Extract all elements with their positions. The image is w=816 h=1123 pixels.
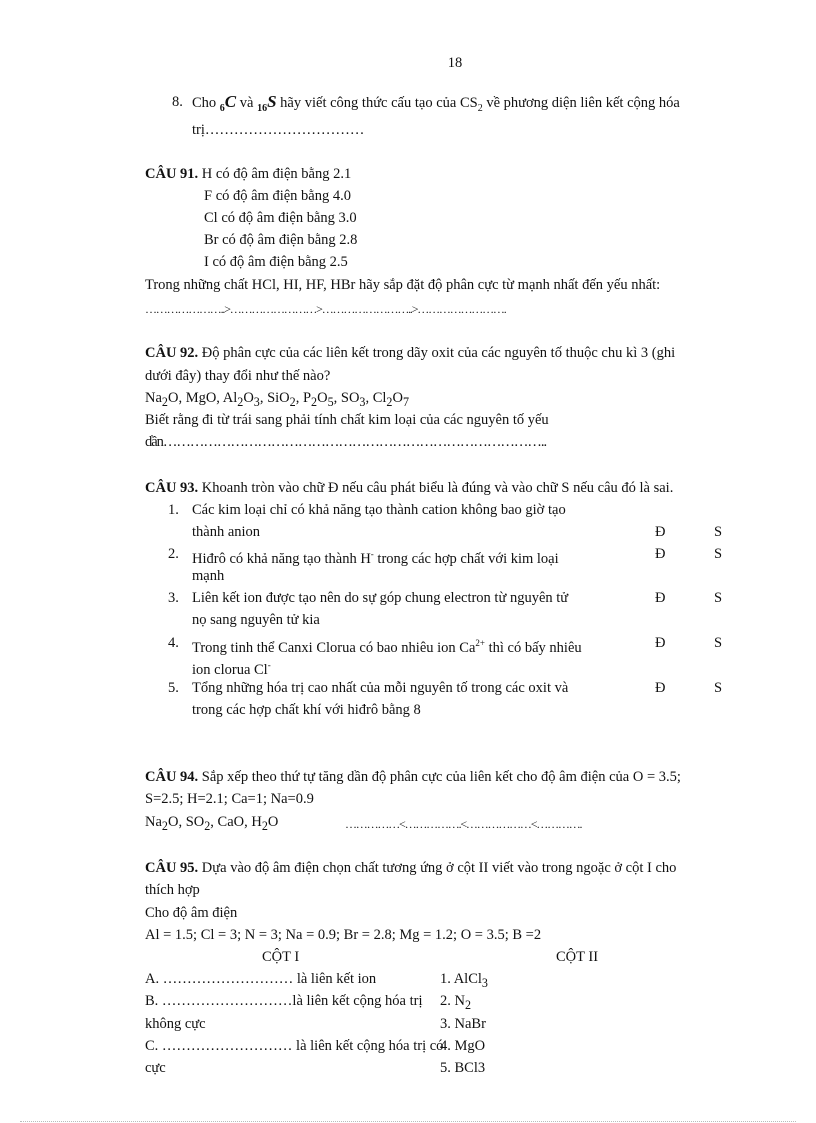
true-choice[interactable]: Đ (655, 524, 666, 540)
page-bottom-border (20, 1121, 796, 1122)
q93-item-text: Trong tinh thể Canxi Clorua có bao nhiêu ion $Ca^{2+}$ thì có bấy nhiêu (192, 638, 582, 656)
q93-item-text: Tổng những hóa trị cao nhất của mỗi nguyên tố trong các oxit và (192, 680, 569, 696)
q93-item-text: nọ sang nguyên tử kia (192, 612, 320, 628)
q91-line5: I có độ âm điện bằng 2.5 (204, 254, 348, 270)
column-1-row: không cực (145, 1016, 206, 1032)
q93-item-number: 1. (168, 502, 179, 518)
q94-line1: CÂU 94. Sắp xếp theo thứ tự tăng dần độ phân cực của liên kết cho độ âm điện của O = 3.5; (145, 769, 681, 785)
q93-instruction: CÂU 93. Khoanh tròn vào chữ Đ nếu câu phát biểu là đúng và vào chữ S nếu câu đó là sai. (145, 480, 674, 496)
column-1-row: cực (145, 1060, 166, 1076)
q91-prompt: Trong những chất HCl, HI, HF, HBr hãy sắp đặt độ phân cực từ mạnh nhất đến yếu nhất: (145, 277, 661, 293)
q93-item-number: 5. (168, 680, 179, 696)
q91-answer-blank: …………………..>……………………>……………………..>……………………. (145, 302, 506, 316)
column-2-row: 5. BCl3 (440, 1060, 486, 1076)
column-1-row: B. ………………………là liên kết cộng hóa trị (145, 993, 423, 1009)
column-2-row: 2. $N_2$ (440, 993, 472, 1012)
q94-line2: S=2.5; H=2.1; Ca=1; Na=0.9 (145, 791, 314, 807)
column-2-header: CỘT II (556, 949, 599, 965)
false-choice[interactable]: S (714, 680, 723, 696)
q94-formula: $Na_2O$, $SO_2$, CaO, $H_2O$ (145, 814, 279, 833)
q93-item-text: trong các hợp chất khí với hiđrô bằng 8 (192, 702, 421, 718)
q93-item-number: 2. (168, 546, 179, 562)
q91-line2: F có độ âm điện bằng 4.0 (204, 188, 351, 204)
true-choice[interactable]: Đ (655, 680, 666, 696)
item-8-number: 8. (172, 94, 183, 110)
q91-line4: Br có độ âm điện bằng 2.8 (204, 232, 358, 248)
q95-line3: Cho độ âm điện (145, 905, 238, 921)
q95-line1: CÂU 95. Dựa vào độ âm điện chọn chất tương ứng ở cột II viết vào trong ngoặc ở cột I cho (145, 860, 677, 876)
q92-line4: dần………………………………………………………………………….. (145, 434, 547, 450)
q93-item-text: ion clorua Cl- (192, 660, 271, 678)
q91-line3: Cl có độ âm điện bằng 3.0 (204, 210, 357, 226)
q93-item-text: Hiđrô có khả năng tạo thành H- trong các hợp chất với kim loại (192, 549, 559, 567)
q93-item-number: 4. (168, 635, 179, 651)
false-choice[interactable]: S (714, 590, 723, 606)
q93-item-text: mạnh (192, 568, 225, 584)
page-number: 18 (447, 55, 463, 71)
q92-formula: $Na_2O$, MgO, $Al_2O_3$, SiO$_2$, $P_2O_5$, $SO_3$, $Cl_2O_7$ (145, 390, 409, 409)
false-choice[interactable]: S (714, 546, 723, 562)
q93-item-text: Các kim loại chỉ có khả năng tạo thành cation không bao giờ tạo (192, 502, 566, 518)
q92-line1: CÂU 92. Độ phân cực của các liên kết trong dãy oxit của các nguyên tố thuộc chu kì 3 (ghi (145, 345, 676, 361)
column-1-row: A. ……………………… là liên kết ion (145, 971, 377, 987)
q93-item-text: thành anion (192, 524, 261, 540)
true-choice[interactable]: Đ (655, 635, 666, 651)
q94-answer-blank: ……………<…………….<………………<…………. (345, 817, 582, 831)
false-choice[interactable]: S (714, 524, 723, 540)
column-2-row: 3. NaBr (440, 1016, 486, 1032)
item-8-line2: trị…………………………… (192, 122, 365, 138)
q92-line2: dưới đây) thay đổi như thế nào? (145, 368, 331, 384)
false-choice[interactable]: S (714, 635, 723, 651)
q92-line3: Biết rằng đi từ trái sang phải tính chất kim loại của các nguyên tố yếu (145, 412, 549, 428)
true-choice[interactable]: Đ (655, 590, 666, 606)
item-8-line1: Cho $_6$C và $_{16}$S hãy viết công thức cấu tạo của $CS_2$ về phương diện liên kết cộng hóa (192, 92, 680, 114)
q95-line4: Al = 1.5; Cl = 3; N = 3; Na = 0.9; Br = 2.8; Mg = 1.2; O = 3.5; B =2 (145, 927, 542, 943)
column-2-row: 4. MgO (440, 1038, 486, 1054)
column-2-row: 1. AlCl$_3$ (440, 971, 488, 990)
true-choice[interactable]: Đ (655, 546, 666, 562)
column-1-header: CỘT I (262, 949, 300, 965)
q93-item-number: 3. (168, 590, 179, 606)
q91-line1: CÂU 91. H có độ âm điện bằng 2.1 (145, 166, 352, 182)
q93-item-text: Liên kết ion được tạo nên do sự góp chung electron từ nguyên tử (192, 590, 569, 606)
column-1-row: C. ……………………… là liên kết cộng hóa trị có (145, 1038, 444, 1054)
q95-line2: thích hợp (145, 882, 200, 898)
